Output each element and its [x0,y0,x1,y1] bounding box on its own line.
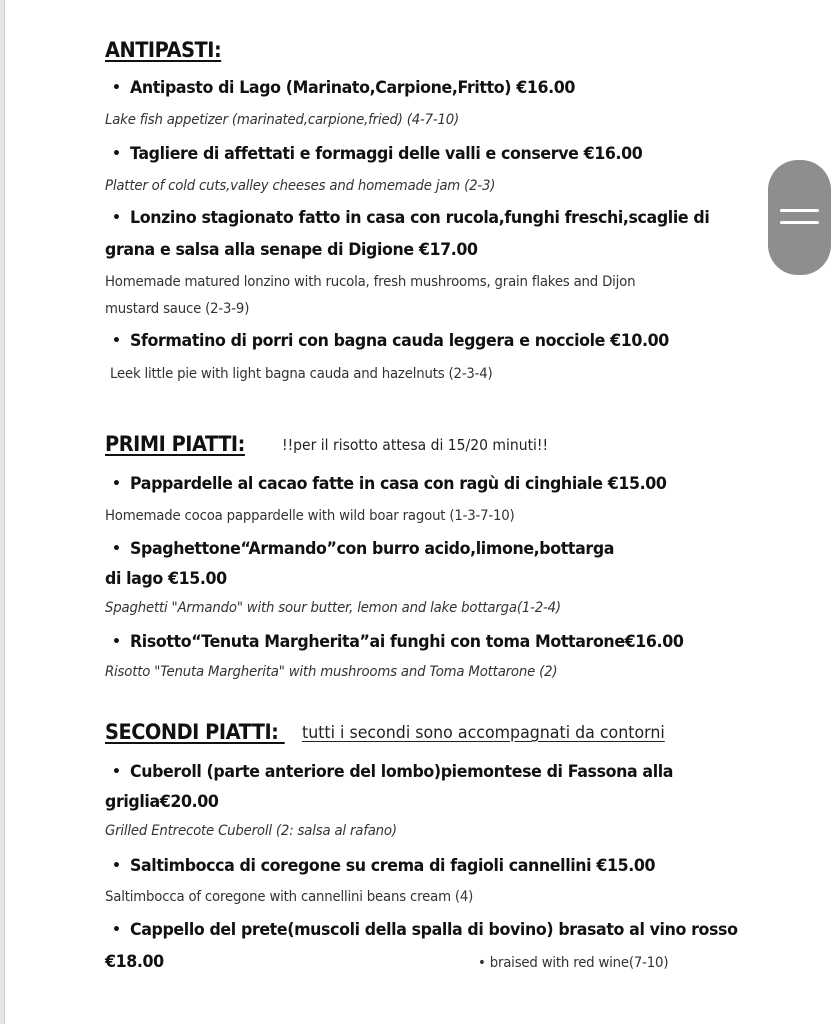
section-note: !!per il risotto attesa di 15/20 minuti!! [282,436,549,454]
menu-item-desc: Spaghetti "Armando" with sour butter, lemon and lake bottarga(1-2-4) [105,600,561,616]
menu-item-desc: Platter of cold cuts,valley cheeses and homemade jam (2-3) [105,178,496,194]
menu-item-name: Sformatino di porri con bagna cauda leggera e nocciole €10.00 [130,331,669,351]
menu-item-desc: Lake fish appetizer (marinated,carpione,fried) (4-7-10) [105,112,460,128]
menu-item-name: Pappardelle al cacao fatte in casa con ragù di cinghiale €15.00 [130,474,667,494]
menu-item-desc: Homemade cocoa pappardelle with wild boar ragout (1-3-7-10) [105,508,515,524]
bullet: • [112,922,121,938]
menu-item-desc: Leek little pie with light bagna cauda and hazelnuts (2-3-4) [110,366,493,382]
menu-item-desc: Saltimbocca of coregone with cannellini beans cream (4) [105,889,474,905]
menu-item-name: Risotto“Tenuta Margherita”ai funghi con toma Mottarone€16.00 [130,632,684,652]
menu-item-name: Spaghettone“Armando”con burro acido,limone,bottarga [130,539,615,559]
menu-item-name: Cappello del prete(muscoli della spalla di bovino) brasato al vino rosso [130,920,738,940]
menu-item-name-cont: di lago €15.00 [105,569,227,589]
menu-item-name: Saltimbocca di coregone su crema di fagioli cannellini €15.00 [130,856,656,876]
menu-item-name: Tagliere di affettati e formaggi delle valli e conserve €16.00 [130,144,643,164]
section-title-secondi: SECONDI PIATTI: [105,720,285,744]
bullet: • [112,541,121,557]
page-edge [0,0,5,1024]
menu-item-name: Lonzino stagionato fatto in casa con rucola,funghi freschi,scaglie di [130,208,710,228]
bullet: • [112,333,121,349]
bullet: • [112,210,121,226]
menu-item-name: Cuberoll (parte anteriore del lombo)piemontese di Fassona alla [130,762,674,782]
bullet: • [112,634,121,650]
scroll-handle[interactable] [768,160,831,275]
section-title-primi: PRIMI PIATTI: [105,432,245,456]
menu-item-name-cont: €18.00 [105,952,164,972]
section-title-antipasti: ANTIPASTI: [105,38,222,62]
bullet: • [112,476,121,492]
menu-item-name-cont: griglia€20.00 [105,792,219,812]
bullet: • [112,146,121,162]
menu-item-desc: Homemade matured lonzino with rucola, fresh mushrooms, grain flakes and Dijon [105,274,636,290]
bullet: • [112,80,121,96]
menu-item-desc: Risotto "Tenuta Margherita" with mushrooms and Toma Mottarone (2) [105,664,558,680]
menu-item-desc: • braised with red wine(7-10) [478,955,669,971]
bullet: • [112,764,121,780]
menu-item-desc: Grilled Entrecote Cuberoll (2: salsa al rafano) [105,823,397,839]
drag-handle-icon [780,209,819,212]
section-note: tutti i secondi sono accompagnati da contorni [302,723,665,743]
drag-handle-icon [780,221,819,224]
menu-item-name-cont: grana e salsa alla senape di Digione €17.00 [105,240,478,260]
menu-item-desc-cont: mustard sauce (2-3-9) [105,301,250,317]
menu-item-name: Antipasto di Lago (Marinato,Carpione,Fritto) €16.00 [130,78,576,98]
bullet: • [112,858,121,874]
